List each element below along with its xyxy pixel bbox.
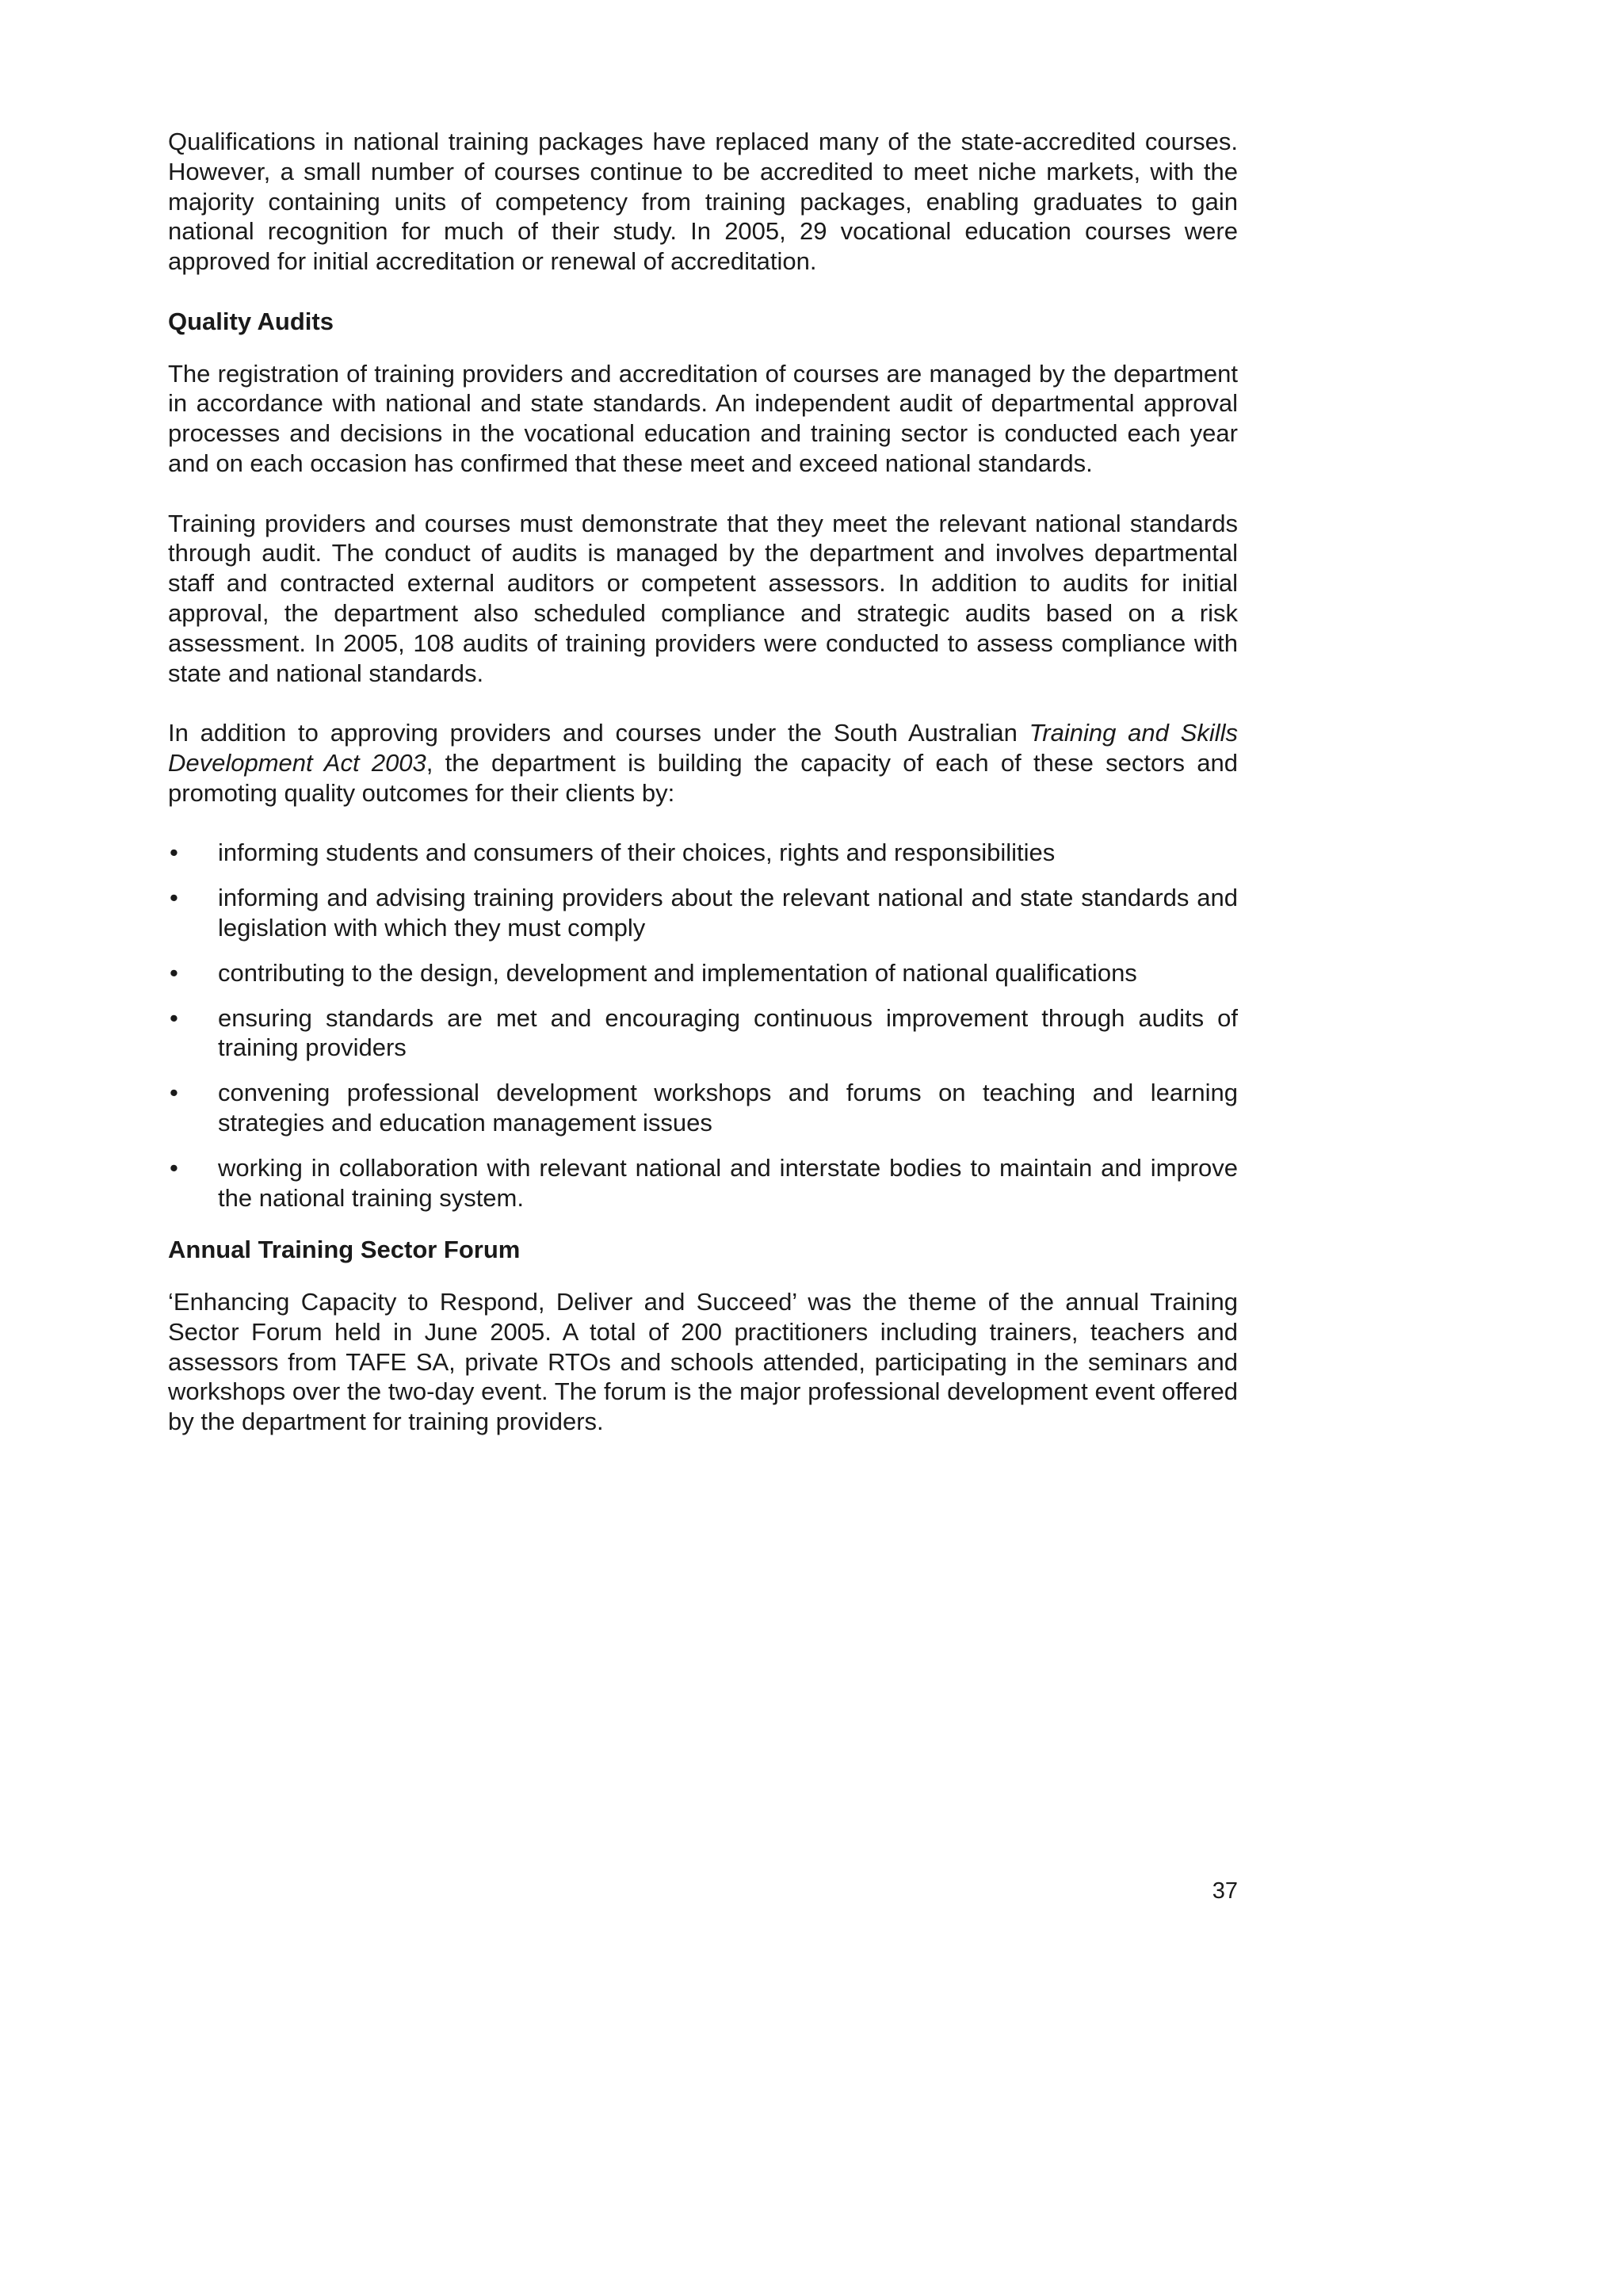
bullet-icon: • <box>170 1003 178 1032</box>
list-item-text: convening professional development workshops and forums on teaching and learning strategies and education management issues <box>218 1079 1238 1137</box>
list-item-text: informing and advising training providers about the relevant national and state standards and legislation with which they must comply <box>218 884 1238 942</box>
bullet-icon: • <box>170 1153 178 1182</box>
paragraph-capacity-building <box>168 718 1238 808</box>
document-page <box>168 127 1238 1467</box>
paragraph-accreditation: Qualifications in national training packages have replaced many of the state-accredited courses. However, a small number of courses continue to be accredited to meet niche markets, with the majority containing units of competency from training packages, enabling graduates to gain national recognition for much of their study. In 2005, 29 vocational education courses were approved for initial accreditation or renewal of accreditation. <box>168 128 1238 276</box>
list-item <box>168 1003 1238 1064</box>
list-item <box>168 1153 1238 1213</box>
paragraph-capacity-text-pre: In addition to approving providers and courses under the South Australian <box>168 719 1029 747</box>
list-item-text: ensuring standards are met and encouraging continuous improvement through audits of training providers <box>218 1003 1238 1062</box>
bullet-icon: • <box>170 1079 178 1107</box>
paragraph-registration: The registration of training providers and accreditation of courses are managed by the department in accordance with national and state standards. An independent audit of departmental approval processes and decisions in the vocational education and training sector is conducted each year and on each occasion has confirmed that these meet and exceed national standards. <box>168 359 1238 477</box>
list-item-text: working in collaboration with relevant national and interstate bodies to maintain and improve the national training system. <box>218 1153 1238 1212</box>
list-item-text: informing students and consumers of their choices, rights and responsibilities <box>218 839 1056 867</box>
list-item-text: contributing to the design, development and implementation of national qualifications <box>218 958 1137 987</box>
bullet-icon: • <box>170 884 178 912</box>
heading-quality-audits: Quality Audits <box>168 307 334 335</box>
paragraph-forum: ‘Enhancing Capacity to Respond, Deliver and Succeed’ was the theme of the annual Training Sector Forum held in June 2005. A total of 200 practitioners including trainers, teachers and assessors from TAFE SA, private RTOs and schools attended, participating in the seminars and workshops over the two-day event. The forum is the major professional development event offered by the department for training providers. <box>168 1288 1238 1436</box>
bullet-list <box>168 838 1238 1213</box>
page-number: 37 <box>1212 1878 1238 1904</box>
bullet-icon: • <box>170 958 178 987</box>
list-item <box>168 838 1238 868</box>
paragraph-capacity-text-post: , the department is building the capacity of each of these sectors and promoting quality outcomes for their clients by: <box>168 748 1238 807</box>
act-title: Training and Skills Development Act 2003 <box>168 719 1238 777</box>
list-item <box>168 958 1238 988</box>
heading-training-sector-forum: Annual Training Sector Forum <box>168 1236 521 1264</box>
list-item <box>168 883 1238 943</box>
paragraph-audit-conduct: Training providers and courses must demonstrate that they meet the relevant national standards through audit. The conduct of audits is managed by the department and involves departmental staff and contracted external auditors or competent assessors. In addition to audits for initial approval, the department also scheduled compliance and strategic audits based on a risk assessment. In 2005, 108 audits of training providers were conducted to assess compliance with state and national standards. <box>168 509 1238 687</box>
bullet-icon: • <box>170 839 178 867</box>
list-item <box>168 1078 1238 1138</box>
